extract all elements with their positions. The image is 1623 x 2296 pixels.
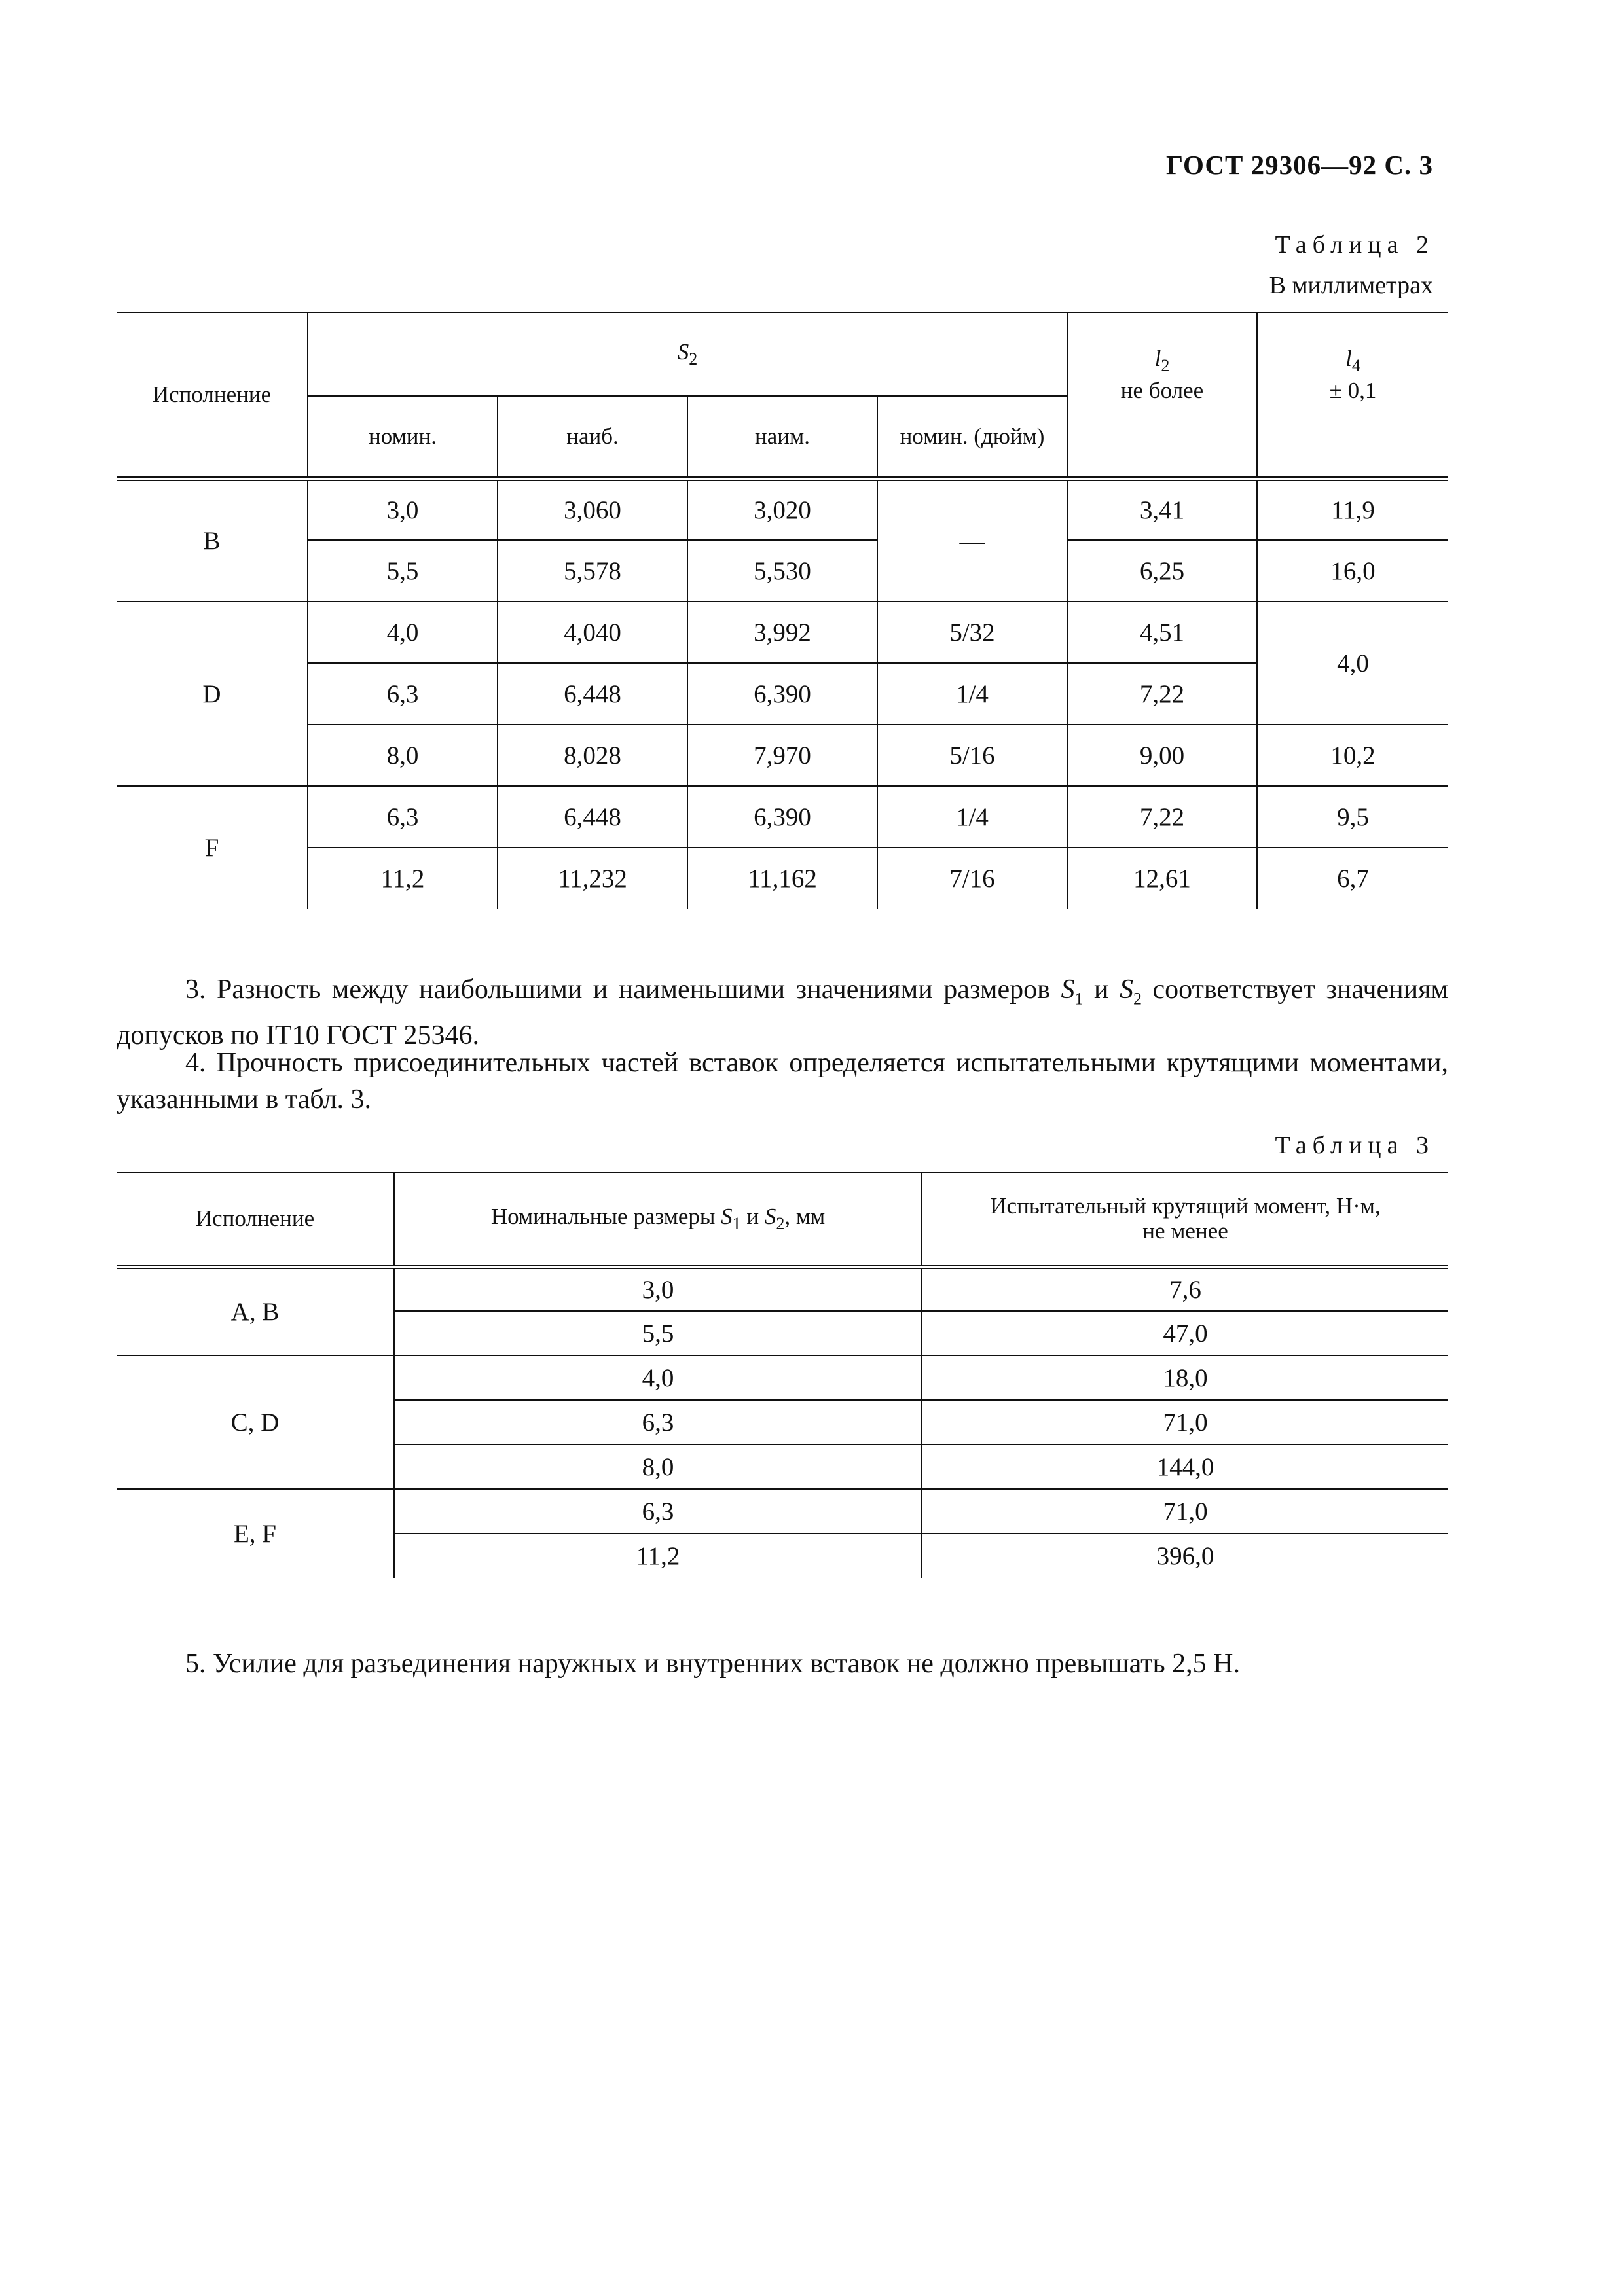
t3-header-sizes: Номинальные размеры $S_1$ и $S_2$, мм <box>394 1172 922 1266</box>
t2-header-l4: $l_4$ ± 0,1 <box>1257 312 1448 478</box>
t3-header-torque: Испытательный крутящий момент, Н·м, не менее <box>922 1172 1448 1266</box>
table-cell: 47,0 <box>922 1311 1448 1355</box>
table-cell: 4,51 <box>1067 601 1257 663</box>
table3-label: Таблица 3 <box>1275 1132 1434 1159</box>
table2 <box>117 312 1448 909</box>
table-cell: 5/16 <box>877 725 1067 786</box>
table-cell: 1/4 <box>877 663 1067 725</box>
table-cell: 5/32 <box>877 601 1067 663</box>
table-cell: 8,028 <box>498 725 687 786</box>
paragraph-5: 5. Усилие для разъединения наружных и внутренних вставок не должно превышать 2,5 Н. <box>185 1649 1241 1679</box>
table3 <box>117 1172 1448 1578</box>
t2-header-inch: номин. (дюйм) <box>877 396 1067 478</box>
table-cell: 11,2 <box>394 1534 922 1578</box>
t2-dash-cell: — <box>877 478 1067 601</box>
t2-group-b: B <box>117 478 308 601</box>
table2-units: В миллиметрах <box>1269 272 1433 299</box>
table-cell: 6,448 <box>498 786 687 848</box>
table-cell: 5,5 <box>394 1311 922 1355</box>
table-cell: 3,0 <box>394 1266 922 1311</box>
table-cell: 6,3 <box>394 1400 922 1444</box>
table-cell: 7,22 <box>1067 786 1257 848</box>
table-cell: 11,2 <box>308 848 498 909</box>
paragraph-3: 3. Разность между наибольшими и наименьшими значениями размеров $S_1$ и $S_2$ соответствует значениям допусков по IT10 ГОСТ 25346. <box>117 975 1448 1051</box>
table-cell: 10,2 <box>1257 725 1448 786</box>
t2-header-max: наиб. <box>498 396 687 478</box>
table-cell: 144,0 <box>922 1444 1448 1489</box>
table-cell: 6,448 <box>498 663 687 725</box>
t3-group-cd: C, D <box>117 1355 394 1489</box>
table-cell: 396,0 <box>922 1534 1448 1578</box>
table-cell: 3,41 <box>1067 478 1257 540</box>
t3-group-ab: A, B <box>117 1266 394 1355</box>
t2-group-f: F <box>204 834 219 862</box>
table-cell: 3,992 <box>687 601 877 663</box>
table-cell: 7,6 <box>922 1266 1448 1311</box>
table-cell: 6,3 <box>308 786 498 848</box>
table-cell: 6,390 <box>687 786 877 848</box>
t2-header-min: наим. <box>687 396 877 478</box>
t2-l4-merged: 4,0 <box>1257 601 1448 725</box>
table-cell: 5,5 <box>308 540 498 601</box>
t2-header-l2: $l_2$ не более <box>1067 312 1257 478</box>
table-cell: 3,020 <box>687 478 877 540</box>
t2-header-nom: номин. <box>308 396 498 478</box>
table-cell: 12,61 <box>1067 848 1257 909</box>
table-cell: 6,3 <box>394 1489 922 1534</box>
t2-header-s2: $S_2$ <box>308 312 1067 396</box>
table-cell: 4,0 <box>308 601 498 663</box>
page-header: ГОСТ 29306—92 С. 3 <box>1165 150 1433 180</box>
table-cell: 11,232 <box>498 848 687 909</box>
table-cell: 6,3 <box>308 663 498 725</box>
table-cell: 7,22 <box>1067 663 1257 725</box>
t3-group-ef: E, F <box>233 1520 276 1548</box>
table-cell: 16,0 <box>1257 540 1448 601</box>
table-cell: 9,5 <box>1257 786 1448 848</box>
table-cell: 11,162 <box>687 848 877 909</box>
table-cell: 6,390 <box>687 663 877 725</box>
paragraph-4: 4. Прочность присоединительных частей вставок определяется испытательными крутящими моментами, указанными в табл. 3. <box>117 1048 1448 1115</box>
table-cell: 4,040 <box>498 601 687 663</box>
table-cell: 9,00 <box>1067 725 1257 786</box>
t2-group-d: D <box>117 601 308 786</box>
table-cell: 11,9 <box>1257 478 1448 540</box>
table-cell: 8,0 <box>394 1444 922 1489</box>
table-cell: 7/16 <box>877 848 1067 909</box>
table-cell: 5,530 <box>687 540 877 601</box>
table-cell: 7,970 <box>687 725 877 786</box>
table-cell: 3,0 <box>308 478 498 540</box>
t3-header-execution: Исполнение <box>117 1172 394 1266</box>
table-cell: 6,25 <box>1067 540 1257 601</box>
table-cell: 3,060 <box>498 478 687 540</box>
table-cell: 8,0 <box>308 725 498 786</box>
table-cell: 18,0 <box>922 1355 1448 1400</box>
table-cell: 6,7 <box>1257 848 1448 909</box>
table2-label: Таблица 2 <box>1275 231 1434 259</box>
table-cell: 71,0 <box>922 1400 1448 1444</box>
table-cell: 1/4 <box>877 786 1067 848</box>
t2-header-execution: Исполнение <box>117 312 308 478</box>
table-cell: 5,578 <box>498 540 687 601</box>
table-cell: 71,0 <box>922 1489 1448 1534</box>
table-cell: 4,0 <box>394 1355 922 1400</box>
